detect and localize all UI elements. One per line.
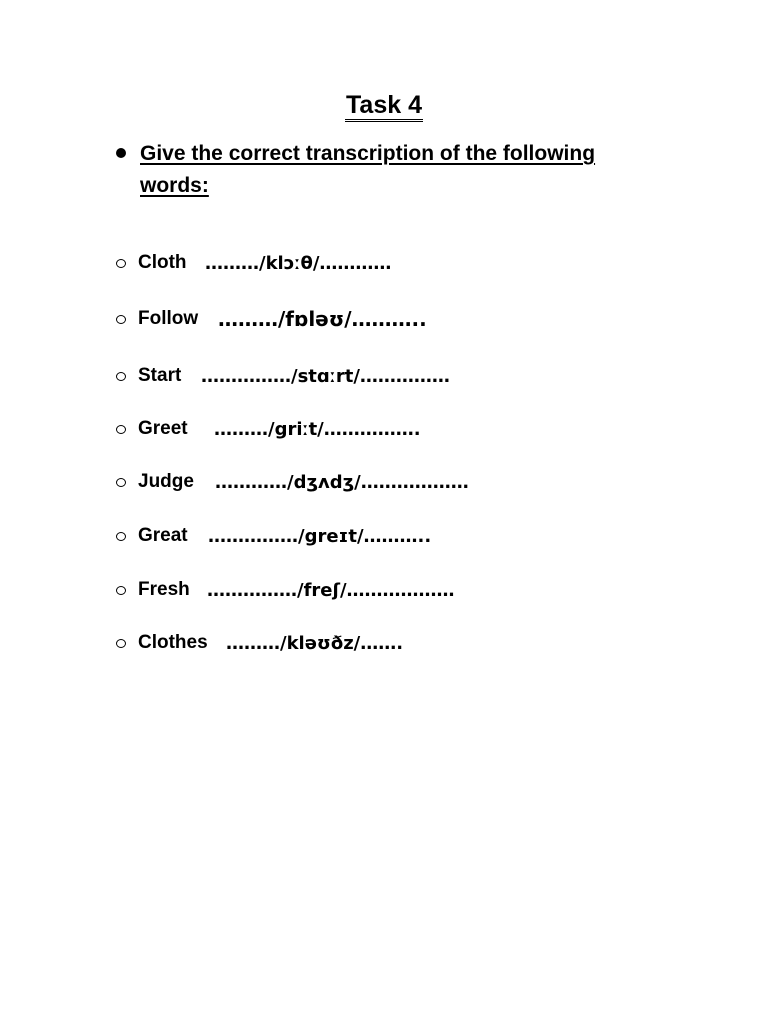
word: Judge bbox=[138, 471, 194, 492]
word: Great bbox=[138, 525, 188, 546]
list-item bbox=[116, 415, 421, 443]
list-item bbox=[116, 249, 391, 277]
word: Start bbox=[138, 365, 182, 386]
transcription: ………/kləʊðz/……. bbox=[226, 632, 404, 654]
circle-bullet-icon bbox=[116, 532, 126, 541]
circle-bullet-icon bbox=[116, 639, 126, 648]
list-item bbox=[116, 629, 403, 657]
word: Fresh bbox=[138, 579, 190, 600]
word: Greet bbox=[138, 418, 188, 439]
list-item bbox=[116, 468, 469, 496]
transcription: ……………/stɑːrt/…………… bbox=[201, 365, 450, 387]
circle-bullet-icon bbox=[116, 315, 126, 324]
list-item bbox=[116, 522, 431, 550]
word: Cloth bbox=[138, 252, 187, 273]
list-item bbox=[116, 305, 427, 333]
bullet-disc-icon bbox=[116, 148, 126, 158]
circle-bullet-icon bbox=[116, 586, 126, 595]
list-item bbox=[116, 362, 450, 390]
list-item bbox=[116, 576, 455, 604]
instruction-text: Give the correct transcription of the following words: bbox=[140, 142, 596, 197]
page-title bbox=[0, 88, 768, 122]
word: Clothes bbox=[138, 632, 208, 653]
transcription: ……………/greɪt/……….. bbox=[208, 525, 432, 547]
transcription: …………/dʒʌdʒ/……………… bbox=[215, 471, 469, 493]
transcription: ………/fɒləʊ/……….. bbox=[218, 307, 427, 331]
title-text: Task 4 bbox=[345, 91, 423, 122]
transcription: ………/klɔːθ/………… bbox=[205, 252, 392, 274]
word: Follow bbox=[138, 308, 199, 329]
transcription: ……………/freʃ/……………… bbox=[207, 579, 455, 601]
circle-bullet-icon bbox=[116, 372, 126, 381]
instruction-item bbox=[113, 138, 673, 202]
circle-bullet-icon bbox=[116, 259, 126, 268]
circle-bullet-icon bbox=[116, 478, 126, 487]
transcription: ………/griːt/……………. bbox=[214, 418, 421, 440]
circle-bullet-icon bbox=[116, 425, 126, 434]
